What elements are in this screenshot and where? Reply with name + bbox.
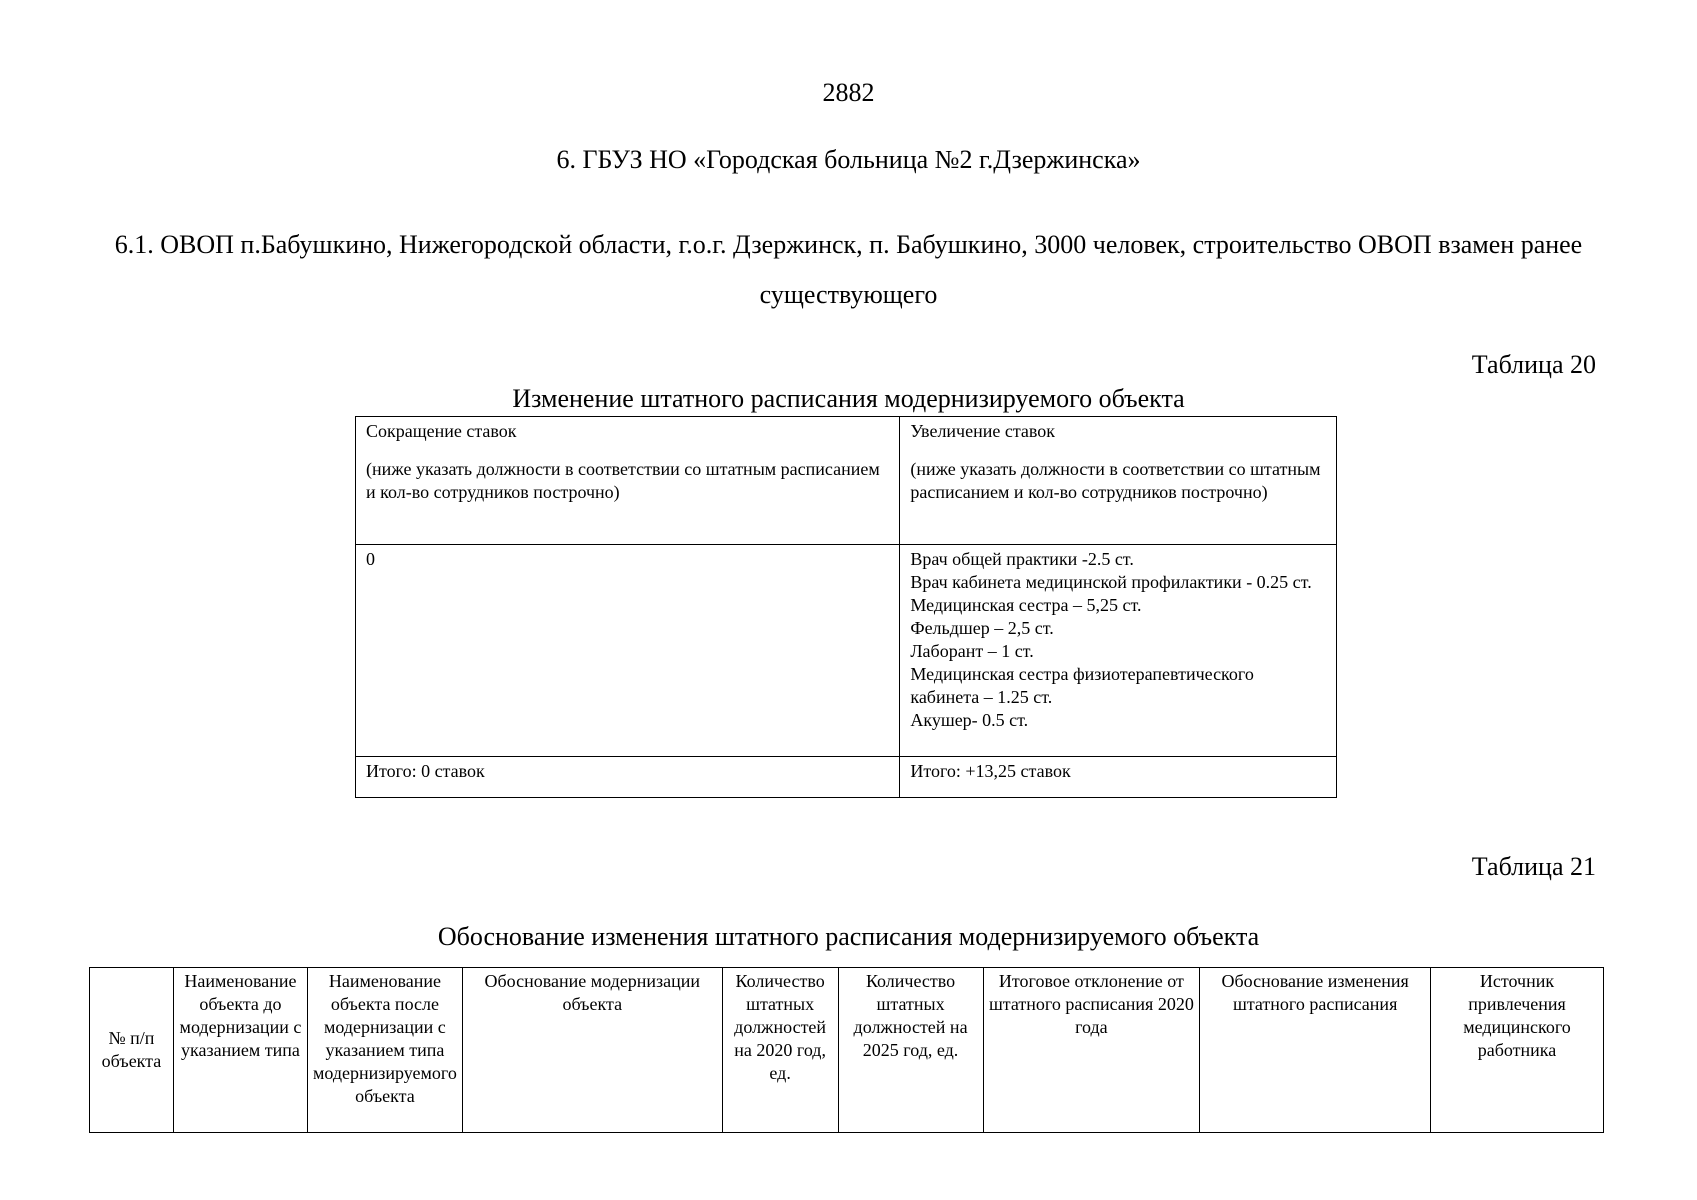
table21-label: Таблица 21	[1471, 852, 1596, 881]
reduction-header-cell	[356, 417, 900, 545]
increase-header-cell	[900, 417, 1337, 545]
list-item: Лаборант – 1 ст.	[910, 641, 1034, 661]
column-header: Итоговое отклонение от штатного расписания 2020 года	[983, 968, 1200, 1133]
list-item: Медицинская сестра физиотерапевтического кабинета – 1.25 ст.	[910, 664, 1254, 707]
increase-total: Итого: +13,25 ставок	[900, 757, 1337, 798]
table21-title: Обоснование изменения штатного расписания модернизируемого объекта	[437, 922, 1260, 951]
list-item: Врач общей практики -2.5 ст.	[910, 549, 1134, 569]
section-title: 6. ГБУЗ НО «Городская больница №2 г.Дзержинска»	[556, 145, 1141, 174]
column-header: Наименование объекта после модернизации с указанием типа модернизируемого объекта	[307, 968, 462, 1133]
staffing-change-table	[355, 416, 1337, 798]
column-header: Количество штатных должностей на 2025 год, ед.	[838, 968, 983, 1133]
column-header: Обоснование модернизации объекта	[462, 968, 722, 1133]
list-item: Врач кабинета медицинской профилактики - 0.25 ст.	[910, 572, 1312, 592]
table-row	[356, 545, 1337, 757]
increase-list	[900, 545, 1337, 757]
column-header: Наименование объекта до модернизации с указанием типа	[173, 968, 307, 1133]
table20-title: Изменение штатного расписания модернизируемого объекта	[512, 384, 1185, 413]
staffing-justification-table	[89, 967, 1604, 1133]
table-row	[356, 417, 1337, 545]
subsection-title: 6.1. ОВОП п.Бабушкино, Нижегородской области, г.о.г. Дзержинск, п. Бабушкино, 3000 человек, строительство ОВОП взамен ранее существующего	[114, 230, 1583, 309]
reduction-hint: (ниже указать должности в соответствии со штатным расписанием и кол-во сотрудников построчно)	[366, 459, 880, 502]
column-header: Обоснование изменения штатного расписания	[1200, 968, 1431, 1133]
page-number: 2882	[822, 78, 875, 107]
reduction-header: Сокращение ставок	[366, 421, 517, 441]
list-item: Медицинская сестра – 5,25 ст.	[910, 595, 1142, 615]
reduction-total: Итого: 0 ставок	[356, 757, 900, 798]
table20-label: Таблица 20	[1471, 350, 1596, 379]
table-row	[356, 757, 1337, 798]
table-header-row	[90, 968, 1604, 1133]
column-header: Количество штатных должностей на 2020 год, ед.	[722, 968, 838, 1133]
column-header: Источник привлечения медицинского работника	[1431, 968, 1604, 1133]
column-header: № п/п объекта	[90, 968, 174, 1133]
increase-header: Увеличение ставок	[910, 421, 1056, 441]
list-item: Фельдшер – 2,5 ст.	[910, 618, 1054, 638]
list-item: Акушер- 0.5 ст.	[910, 710, 1029, 730]
increase-hint: (ниже указать должности в соответствии со штатным расписанием и кол-во сотрудников построчно)	[910, 459, 1321, 502]
reduction-value: 0	[356, 545, 900, 757]
